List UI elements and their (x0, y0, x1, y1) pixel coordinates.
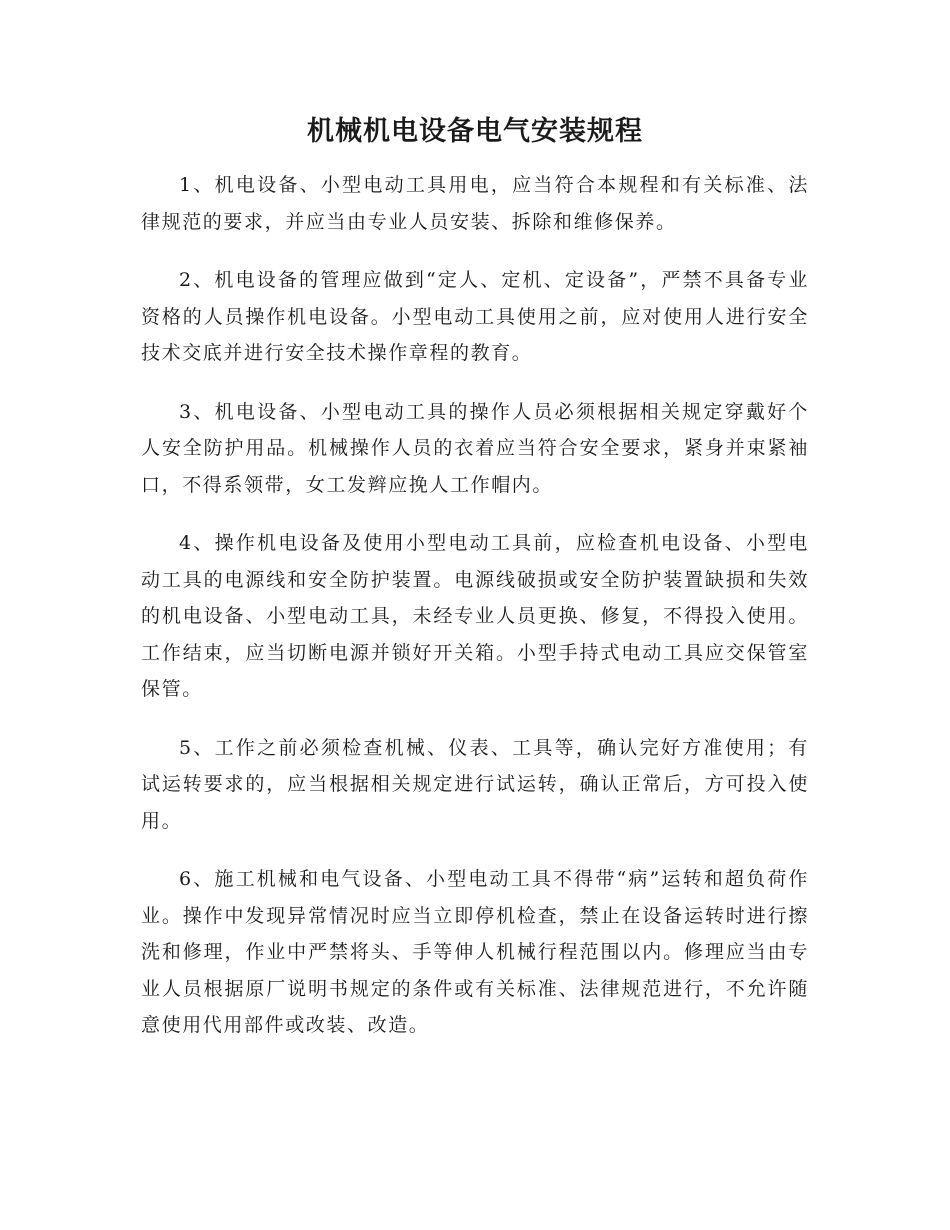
paragraph-1: 1、机电设备、小型电动工具用电，应当符合本规程和有关标准、法律规范的要求，并应当由专业人员安装、拆除和维修保养。 (141, 174, 809, 233)
paragraph-3: 3、机电设备、小型电动工具的操作人员必须根据相关规定穿戴好个人安全防护用品。机械操作人员的衣着应当符合安全要求，紧身并束紧袖口，不得系领带，女工发辫应挽人工作帽内。 (141, 400, 809, 496)
paragraph-6: 6、施工机械和电气设备、小型电动工具不得带“病”运转和超负荷作业。操作中发现异常情况时应当立即停机检查，禁止在设备运转时进行擦洗和修理，作业中严禁将头、手等伸人机械行程范围以内。修理应当由专业人员根据原厂说明书规定的条件或有关标准、法律规范进行，不允许随意使用代用部件或改装、改造。 (141, 868, 809, 1036)
paragraph-2: 2、机电设备的管理应做到“定人、定机、定设备”，严禁不具备专业资格的人员操作机电设备。小型电动工具使用之前，应对使用人进行安全技术交底并进行安全技术操作章程的教育。 (141, 269, 809, 364)
document-body (141, 167, 809, 1066)
document-title: 机械机电设备电气安装规程 (307, 116, 643, 147)
paragraph-4: 4、操作机电设备及使用小型电动工具前，应检查机电设备、小型电动工具的电源线和安全防护装置。电源线破损或安全防护装置缺损和失效的机电设备、小型电动工具，未经专业人员更换、修复，不得投入使用。工作结束，应当切断电源并锁好开关箱。小型手持式电动工具应交保管室保管。 (141, 532, 809, 700)
paragraph-5: 5、工作之前必须检查机械、仪表、工具等，确认完好方准使用；有试运转要求的，应当根据相关规定进行试运转，确认正常后，方可投入使用。 (141, 736, 809, 832)
